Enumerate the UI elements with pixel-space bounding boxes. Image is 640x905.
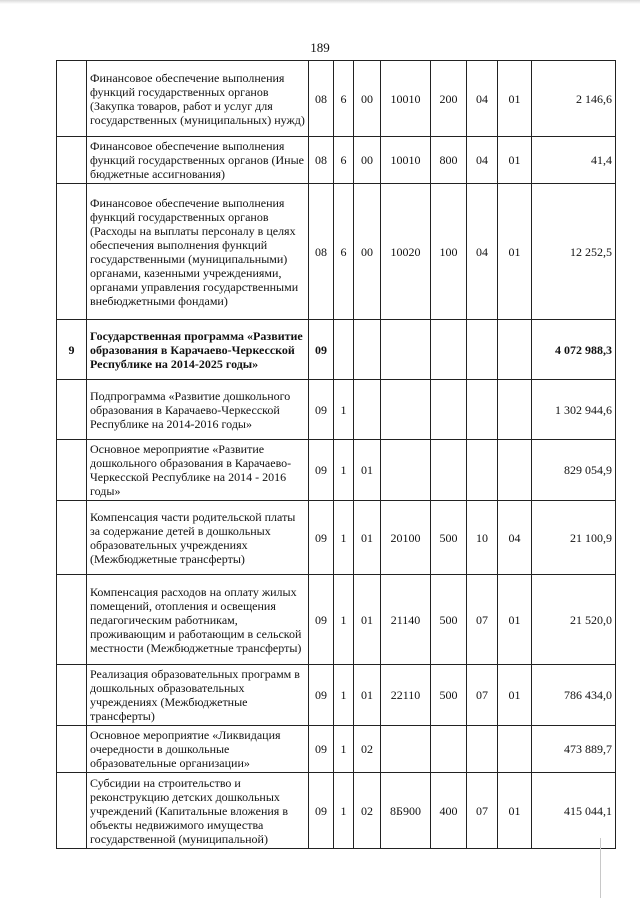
code-5: 400: [431, 773, 467, 849]
row-name: Финансовое обеспечение выполнения функций государственных органов (Расходы на выплаты персоналу в целях обеспечения выполнения функций государственными (муниципальными) органами, казенными учреждениями, органами управления государственными внебюджетными фондами): [87, 184, 309, 320]
table-row: [57, 665, 616, 726]
budget-table: [56, 60, 616, 849]
code-5: 100: [431, 184, 467, 320]
code-3: 01: [354, 440, 381, 501]
row-amount: 786 434,0: [532, 665, 616, 726]
code-4: 10010: [381, 61, 431, 137]
code-2: 6: [334, 61, 354, 137]
row-amount: 41,4: [532, 137, 616, 184]
row-name: Подпрограмма «Развитие дошкольного образования в Карачаево-Черкесской Республике на 2014-2016 годы»: [87, 380, 309, 440]
table-row: [57, 726, 616, 773]
code-7: 04: [498, 501, 532, 575]
code-7: [498, 726, 532, 773]
row-name: Государственная программа «Развитие образования в Карачаево-Черкесской Республике на 2014-2025 годы»: [87, 320, 309, 380]
table-row: [57, 773, 616, 849]
table-row: [57, 440, 616, 501]
code-4: [381, 320, 431, 380]
row-number: [57, 61, 87, 137]
code-1: 08: [309, 137, 334, 184]
code-5: 500: [431, 575, 467, 665]
code-7: [498, 320, 532, 380]
code-6: 10: [467, 501, 498, 575]
code-1: 09: [309, 380, 334, 440]
row-amount: 415 044,1: [532, 773, 616, 849]
row-number: [57, 726, 87, 773]
code-1: 09: [309, 665, 334, 726]
code-1: 09: [309, 440, 334, 501]
code-5: 200: [431, 61, 467, 137]
row-name: Компенсация расходов на оплату жилых помещений, отопления и освещения педагогическим работникам, проживающим и работающим в сельской местности (Межбюджетные трансферты): [87, 575, 309, 665]
table-row: [57, 380, 616, 440]
code-6: 04: [467, 61, 498, 137]
row-number: [57, 773, 87, 849]
table-row: [57, 61, 616, 137]
code-1: 08: [309, 61, 334, 137]
row-amount: 21 520,0: [532, 575, 616, 665]
row-amount: 1 302 944,6: [532, 380, 616, 440]
row-amount: 12 252,5: [532, 184, 616, 320]
table-body: [57, 61, 616, 849]
row-amount: 2 146,6: [532, 61, 616, 137]
code-3: 02: [354, 773, 381, 849]
code-5: 500: [431, 665, 467, 726]
code-7: 01: [498, 61, 532, 137]
code-6: 04: [467, 184, 498, 320]
code-4: [381, 440, 431, 501]
code-2: 1: [334, 665, 354, 726]
page-number: 189: [310, 40, 330, 55]
row-number: [57, 137, 87, 184]
code-7: [498, 440, 532, 501]
code-3: [354, 320, 381, 380]
code-6: [467, 440, 498, 501]
code-4: 10020: [381, 184, 431, 320]
code-7: 01: [498, 184, 532, 320]
row-name: Финансовое обеспечение выполнения функций государственных органов (Иные бюджетные ассигнования): [87, 137, 309, 184]
code-4: 20100: [381, 501, 431, 575]
code-6: [467, 320, 498, 380]
code-2: 6: [334, 137, 354, 184]
row-name: Финансовое обеспечение выполнения функций государственных органов (Закупка товаров, работ и услуг для государственных (муниципальных) нужд): [87, 61, 309, 137]
margin-rule: [600, 838, 601, 898]
code-2: 1: [334, 773, 354, 849]
code-5: [431, 726, 467, 773]
scan-edge: [0, 0, 640, 4]
code-2: 1: [334, 726, 354, 773]
row-name: Компенсация части родительской платы за содержание детей в дошкольных образовательных учреждениях (Межбюджетные трансферты): [87, 501, 309, 575]
row-amount: 829 054,9: [532, 440, 616, 501]
table-row: [57, 575, 616, 665]
code-2: 6: [334, 184, 354, 320]
code-1: 09: [309, 575, 334, 665]
code-2: 1: [334, 380, 354, 440]
code-6: 07: [467, 773, 498, 849]
code-3: 00: [354, 184, 381, 320]
row-name: Реализация образовательных программ в дошкольных образовательных учреждениях (Межбюджетные трансферты): [87, 665, 309, 726]
code-1: 09: [309, 773, 334, 849]
table-row: [57, 137, 616, 184]
code-7: 01: [498, 665, 532, 726]
code-5: 800: [431, 137, 467, 184]
code-3: 01: [354, 575, 381, 665]
row-number: 9: [57, 320, 87, 380]
code-1: 09: [309, 501, 334, 575]
row-number: [57, 380, 87, 440]
code-4: 8Б900: [381, 773, 431, 849]
code-5: [431, 380, 467, 440]
code-2: 1: [334, 440, 354, 501]
code-3: 00: [354, 61, 381, 137]
table-row: [57, 501, 616, 575]
table-row: [57, 184, 616, 320]
code-4: 10010: [381, 137, 431, 184]
code-3: [354, 380, 381, 440]
row-name: Основное мероприятие «Развитие дошкольного образования в Карачаево-Черкесской Республике на 2014 - 2016 годы»: [87, 440, 309, 501]
code-6: [467, 726, 498, 773]
table-row-program: [57, 320, 616, 380]
code-2: 1: [334, 501, 354, 575]
code-3: 00: [354, 137, 381, 184]
code-2: [334, 320, 354, 380]
code-1: 09: [309, 726, 334, 773]
code-7: 01: [498, 575, 532, 665]
code-6: 04: [467, 137, 498, 184]
code-7: 01: [498, 773, 532, 849]
row-amount: 21 100,9: [532, 501, 616, 575]
code-4: [381, 380, 431, 440]
row-number: [57, 501, 87, 575]
row-number: [57, 184, 87, 320]
code-3: 01: [354, 665, 381, 726]
row-number: [57, 575, 87, 665]
row-name: Субсидии на строительство и реконструкцию детских дошкольных учреждений (Капитальные вложения в объекты недвижимого имущества государственной (муниципальной): [87, 773, 309, 849]
code-5: 500: [431, 501, 467, 575]
code-7: [498, 380, 532, 440]
code-6: 07: [467, 665, 498, 726]
code-3: 01: [354, 501, 381, 575]
code-4: 22110: [381, 665, 431, 726]
code-2: 1: [334, 575, 354, 665]
code-3: 02: [354, 726, 381, 773]
code-7: 01: [498, 137, 532, 184]
code-4: 21140: [381, 575, 431, 665]
row-amount: 4 072 988,3: [532, 320, 616, 380]
code-1: 08: [309, 184, 334, 320]
row-amount: 473 889,7: [532, 726, 616, 773]
code-6: [467, 380, 498, 440]
code-5: [431, 320, 467, 380]
row-number: [57, 440, 87, 501]
row-number: [57, 665, 87, 726]
code-6: 07: [467, 575, 498, 665]
row-name: Основное мероприятие «Ликвидация очередности в дошкольные образовательные организации»: [87, 726, 309, 773]
code-4: [381, 726, 431, 773]
code-5: [431, 440, 467, 501]
code-1: 09: [309, 320, 334, 380]
